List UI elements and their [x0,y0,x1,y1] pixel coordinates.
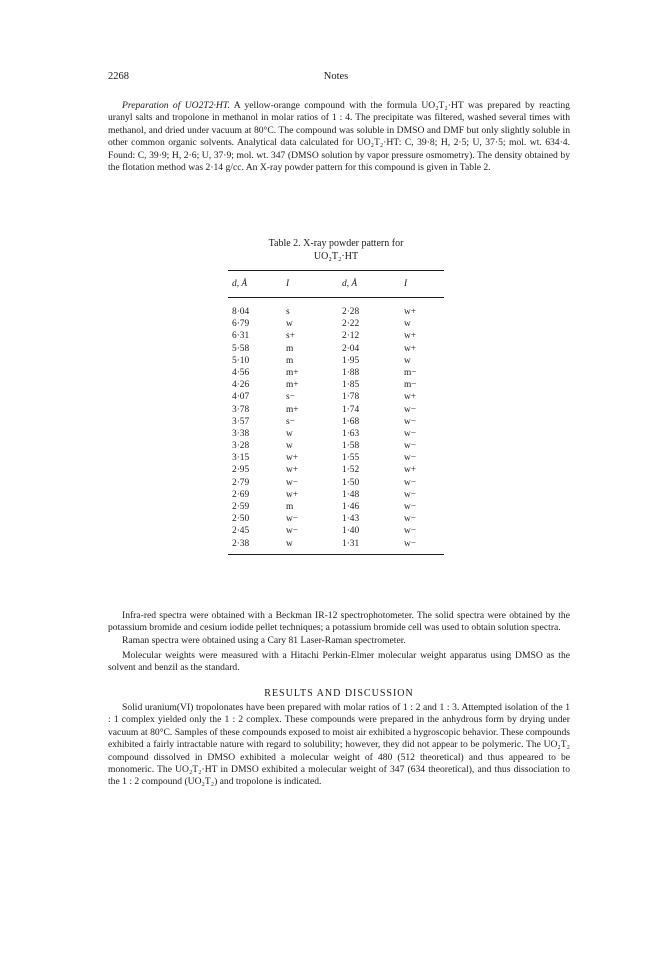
table-cell: 2·95 [232,465,250,476]
header-d-spacing: d, Å [342,279,358,289]
table-cell: m+ [286,367,299,378]
paragraph-infrared: Infra-red spectra were obtained with a Beckman IR-12 spectrophotometer. The solid spectra were obtained by the potassium bromide and cesium iodide pellet techniques; a potassium bromide cell was used to obtain solution spectra. [108,610,570,634]
table-cell: 1·63 [342,428,360,439]
table-cell: 1·58 [342,441,360,452]
table-cell: w− [404,428,417,439]
table-cell: w− [404,514,417,525]
table-cell: w [404,319,411,330]
table-cell: 1·50 [342,477,360,488]
table-cell: w− [404,453,417,464]
table-cell: m− [404,367,417,378]
table-cell: w [286,538,293,549]
table-cell: 3·15 [232,453,250,464]
table-cell: 6·79 [232,319,250,330]
table-cell: w− [404,489,417,500]
table-cell: w+ [404,465,417,476]
table-cell: 1·43 [342,514,360,525]
table-cell: w− [404,538,417,549]
table-cell: m+ [286,380,299,391]
column-d-spacing-2 [342,306,404,550]
column-intensity-2 [404,306,444,550]
table-bottom-rule [228,554,444,555]
table-cell: 5·10 [232,355,250,366]
table-cell: 2·45 [232,526,250,537]
table-cell: w− [404,477,417,488]
header-intensity: I [286,279,290,289]
table-cell: 1·85 [342,380,360,391]
paragraph-raman: Raman spectra were obtained using a Cary 81 Laser-Raman spectrometer. [122,635,406,646]
table-cell: m [286,502,294,512]
table-cell: w− [286,526,299,537]
table-cell: w− [286,477,299,488]
table-cell: w [404,355,411,366]
table-cell: 2·22 [342,319,360,330]
table-cell: 1·46 [342,502,360,512]
table-cell: w− [286,514,299,525]
table-cell: w+ [286,453,299,464]
table-cell: 1·78 [342,392,360,403]
table-cell: 6·31 [232,331,250,342]
table-cell: 8·04 [232,307,250,317]
table-cell: 3·28 [232,441,250,452]
table-cell: 3·78 [232,404,250,415]
paragraph-molecular-weight: Molecular weights were measured with a Hitachi Perkin-Elmer molecular weight apparatus using DMSO as the solvent and benzil as the standard. [108,650,570,674]
table-cell: 4·07 [232,392,250,403]
table-cell: w+ [286,465,299,476]
table-cell: 1·55 [342,453,360,464]
table-cell: 2·04 [342,343,360,354]
header-d-spacing: d, Å [232,279,248,289]
table-cell: 4·26 [232,380,250,391]
table-cell: w [286,441,293,452]
table-cell: w− [404,441,417,452]
table-cell: 1·88 [342,367,360,378]
paragraph-text: A yellow-orange compound with the formula UO₂T₂·HT was prepared by reacting uranyl salts and tropolone in methanol in molar ratios of 1 : 4. The precipitate was filtered, washed several times with methanol, and dried under vacuum at 80°C. The compound was soluble in DMSO and DMF but only slightly soluble in other common organic solvents. Analytical data calculated for UO₂T₂·HT: C, 39·8; H, 2·5; U, 37·5; mol. wt. 634·4. Found: C, 39·9; H, 2·6; U, 37·9; mol. wt. 347 (DMSO solution by vapor pressure osmometry). The density obtained by the flotation method was 2·14 g/cc. An X-ray powder pattern for this compound is given in Table 2. [108,100,570,174]
table-cell: 1·52 [342,465,360,476]
column-intensity-1 [286,306,342,550]
table-cell: 1·40 [342,526,360,537]
table-caption [230,238,442,263]
table-cell: s+ [286,331,295,342]
table-cell: 1·74 [342,404,360,415]
table-cell: 2·59 [232,502,250,512]
page-header [108,71,564,85]
table-cell: m [286,343,294,354]
table-cell: w+ [404,392,417,403]
table-cell: w [286,428,293,439]
table-cell: s [286,307,290,317]
table-cell: 4·56 [232,367,250,378]
table-cell: 1·31 [342,538,360,549]
table-cell: 3·57 [232,416,250,427]
table-cell: 2·50 [232,514,250,525]
table-cell: s− [286,392,295,403]
table-cell: 2·12 [342,331,360,342]
table-cell: 1·95 [342,355,360,366]
section-title: RESULTS AND DISCUSSION [264,688,414,699]
table-header-row [228,271,444,297]
table-cell: 2·79 [232,477,250,488]
table-cell: 1·48 [342,489,360,500]
table-cell: m+ [286,404,299,415]
running-head: Notes [323,71,349,82]
table-caption-line2: UO₂T₂·HT [313,250,359,262]
paragraph-preparation [108,100,570,174]
table-cell: 5·58 [232,343,250,354]
table-cell: 3·38 [232,428,250,439]
table-cell: w− [404,502,417,512]
table-cell: 2·69 [232,489,250,500]
paragraph-results: Solid uranium(VI) tropolonates have been prepared with molar ratios of 1 : 2 and 1 : 3. Attempted isolation of the 1 : 1 complex yielded only the 1 : 2 complex. These compounds were prepared in the anhydrous form by drying under vacuum at 80°C. Samples of these compounds exposed to moist air exhibited a hygroscopic behavior. These compounds exhibited a fairly intractable nature with regard to solubility; however, they did not appear to be polymeric. The UO₂T₂ compound dissolved in DMSO exhibited a molecular weight of 480 (512 theoretical) and thus appeared to be monomeric. The UO₂T₂·HT in DMSO exhibited a molecular weight of 347 (634 theoretical), and thus dissociation to the 1 : 2 compound (UO₂T₂) and tropolone is indicated. [108,702,570,788]
table-cell: s− [286,416,295,427]
table-caption-line1: Table 2. X-ray powder pattern for [268,238,404,249]
table-cell: w+ [404,331,417,342]
table-cell: w+ [404,343,417,354]
table-body [228,298,444,554]
table-cell: w− [404,526,417,537]
table-cell: 2·38 [232,538,250,549]
table-cell: w+ [286,489,299,500]
table-cell: 2·28 [342,307,360,317]
xray-table [228,270,444,555]
table-cell: 1·68 [342,416,360,427]
header-intensity: I [404,279,408,289]
table-cell: m [286,355,294,366]
table-cell: w+ [404,307,417,317]
table-cell: m− [404,380,417,391]
column-d-spacing-1 [228,306,286,550]
paragraph-title: Preparation of UO2T2·HT. [122,100,230,111]
table-cell: w− [404,404,417,415]
table-cell: w− [404,416,417,427]
page-number: 2268 [108,71,129,82]
table-cell: w [286,319,293,330]
